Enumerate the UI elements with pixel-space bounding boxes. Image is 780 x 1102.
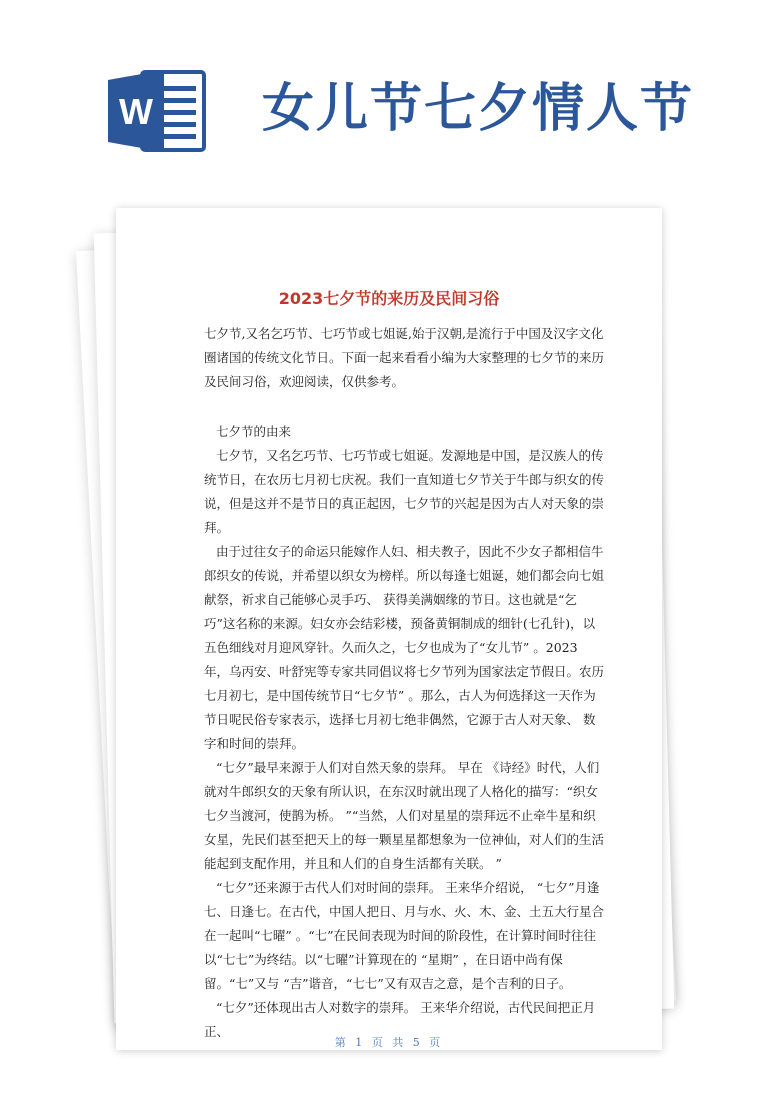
page-number-footer: 第 1 页 共 5 页 bbox=[334, 1036, 444, 1049]
document-body bbox=[204, 322, 604, 1044]
header bbox=[0, 0, 780, 210]
paragraph: 由于过往女子的命运只能嫁作人妇、相夫教子，因此不少女子都相信牛郎织女的传说，并希望以织女为榜样。所以每逢七姐诞，她们都会向七姐献祭，祈求自己能够心灵手巧、 获得美满姻缘的节日。这也就是“乞巧”这名称的来源。妇女亦会结彩楼，预备黄铜制成的细针(七孔针)，以五色细线对月迎风穿针。久而久之，七夕也成为了“女儿节” 。2023 年，乌丙安、叶舒宪等专家共同倡议将七夕节列为国家法定节假日。农历七月初七，是中国传统节日“七夕节” 。那么，古人为何选择这一天作为节日呢民俗专家表示，选择七月初七绝非偶然，它源于古人对天象、 数字和时间的崇拜。 bbox=[204, 544, 605, 751]
banner-title: 女儿节七夕情人节 bbox=[262, 79, 695, 139]
document-title: 2023七夕节的来历及民间习俗 bbox=[278, 289, 500, 308]
section-heading: 七夕节的由来 bbox=[216, 424, 292, 439]
paragraph: “七夕”还体现出古人对数字的崇拜。 王来华介绍说，古代民间把正月正、 bbox=[204, 1000, 596, 1039]
paragraph: “七夕”还来源于古代人们对时间的崇拜。 王来华介绍说， “七夕”月逢七、日逢七。在古代，中国人把日、月与水、火、木、金、土五大行星合在一起叫“七曜” 。“七”在民间表现为时间的阶段性，在计算时间时往往以“七七”为终结。以“七曜”计算现在的 “星期” ，在日语中尚有保留。“七”又与 “吉”谐音，“七七”又有双吉之意，是个吉利的日子。 bbox=[204, 880, 605, 991]
paragraph: 七夕节，又名乞巧节、七巧节或七姐诞。发源地是中国，是汉族人的传统节日，在农历七月初七庆祝。我们一直知道七夕节关于牛郎与织女的传说，但是这并不是节日的真正起因，七夕节的兴起是因为古人对天象的崇拜。 bbox=[204, 448, 605, 535]
paragraph: “七夕”最早来源于人们对自然天象的崇拜。 早在 《诗经》时代，人们就对牛郎织女的天象有所认识，在东汉时就出现了人格化的描写：“织女七夕当渡河，使鹊为桥。 ”“当然，人们对星星的崇拜远不止牵牛星和织女星，先民们甚至把天上的每一颗星星都想象为一位神仙，对人们的生活能起到支配作用，并且和人们的自身生活都有关联。 ” bbox=[204, 760, 605, 871]
intro-paragraph: 七夕节,又名乞巧节、七巧节或七姐诞,始于汉朝,是流行于中国及汉字文化圈诸国的传统文化节日。下面一起来看看小编为大家整理的七夕节的来历及民间习俗，欢迎阅读，仅供参考。 bbox=[204, 326, 605, 389]
document-page bbox=[116, 208, 662, 1050]
word-document-icon bbox=[108, 66, 208, 156]
word-logo-letter: W bbox=[119, 91, 153, 132]
